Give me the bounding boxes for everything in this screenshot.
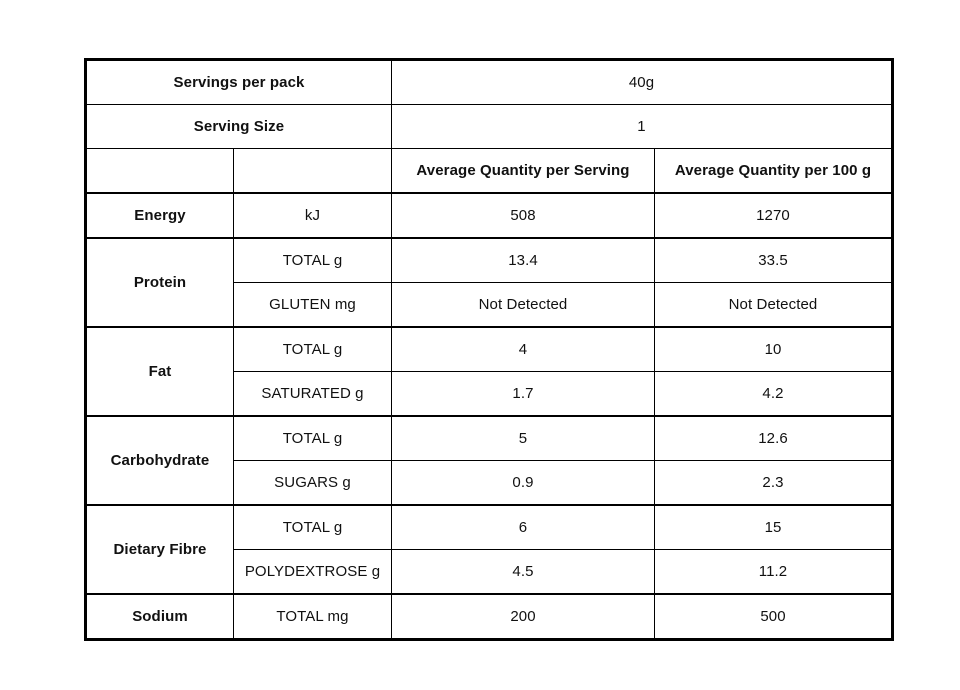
value-per-100g-cell: 10 xyxy=(655,327,893,372)
group-cell-dietary-fibre: Dietary Fibre xyxy=(86,505,234,594)
meta-row-servings-per-pack xyxy=(86,60,893,105)
value-per-serving-cell: 5 xyxy=(392,416,655,461)
row-energy xyxy=(86,193,893,238)
measure-cell: SATURATED g xyxy=(234,372,392,417)
row-fibre-total xyxy=(86,505,893,550)
row-sodium xyxy=(86,594,893,640)
value-per-serving-cell: 1.7 xyxy=(392,372,655,417)
value-per-100g-cell: 11.2 xyxy=(655,550,893,595)
value-per-100g-cell: Not Detected xyxy=(655,283,893,328)
measure-cell: SUGARS g xyxy=(234,461,392,506)
value-per-serving-cell: 13.4 xyxy=(392,238,655,283)
group-cell-protein: Protein xyxy=(86,238,234,327)
measure-cell: GLUTEN mg xyxy=(234,283,392,328)
value-per-serving-cell: 4 xyxy=(392,327,655,372)
value-per-serving-cell: 6 xyxy=(392,505,655,550)
measure-cell: TOTAL g xyxy=(234,238,392,283)
value-per-100g-cell: 33.5 xyxy=(655,238,893,283)
empty-header-cell-1 xyxy=(86,149,234,194)
group-cell-energy: Energy xyxy=(86,193,234,238)
serving-size-label: Serving Size xyxy=(86,105,392,149)
empty-header-cell-2 xyxy=(234,149,392,194)
row-fat-total xyxy=(86,327,893,372)
serving-size-value: 1 xyxy=(392,105,893,149)
nutrition-table xyxy=(84,58,894,641)
value-per-serving-cell: 0.9 xyxy=(392,461,655,506)
group-cell-carbohydrate: Carbohydrate xyxy=(86,416,234,505)
header-per-100g: Average Quantity per 100 g xyxy=(655,149,893,194)
row-carbohydrate-total xyxy=(86,416,893,461)
meta-row-serving-size xyxy=(86,105,893,149)
value-per-serving-cell: 508 xyxy=(392,193,655,238)
row-protein-total xyxy=(86,238,893,283)
measure-cell: TOTAL mg xyxy=(234,594,392,640)
value-per-100g-cell: 4.2 xyxy=(655,372,893,417)
value-per-100g-cell: 12.6 xyxy=(655,416,893,461)
servings-per-pack-label: Servings per pack xyxy=(86,60,392,105)
value-per-serving-cell: 4.5 xyxy=(392,550,655,595)
header-per-serving: Average Quantity per Serving xyxy=(392,149,655,194)
value-per-100g-cell: 500 xyxy=(655,594,893,640)
group-cell-fat: Fat xyxy=(86,327,234,416)
column-header-row xyxy=(86,149,893,194)
measure-cell: kJ xyxy=(234,193,392,238)
value-per-serving-cell: 200 xyxy=(392,594,655,640)
measure-cell: TOTAL g xyxy=(234,327,392,372)
value-per-100g-cell: 15 xyxy=(655,505,893,550)
measure-cell: POLYDEXTROSE g xyxy=(234,550,392,595)
servings-per-pack-value: 40g xyxy=(392,60,893,105)
value-per-100g-cell: 1270 xyxy=(655,193,893,238)
measure-cell: TOTAL g xyxy=(234,505,392,550)
value-per-100g-cell: 2.3 xyxy=(655,461,893,506)
measure-cell: TOTAL g xyxy=(234,416,392,461)
value-per-serving-cell: Not Detected xyxy=(392,283,655,328)
group-cell-sodium: Sodium xyxy=(86,594,234,640)
